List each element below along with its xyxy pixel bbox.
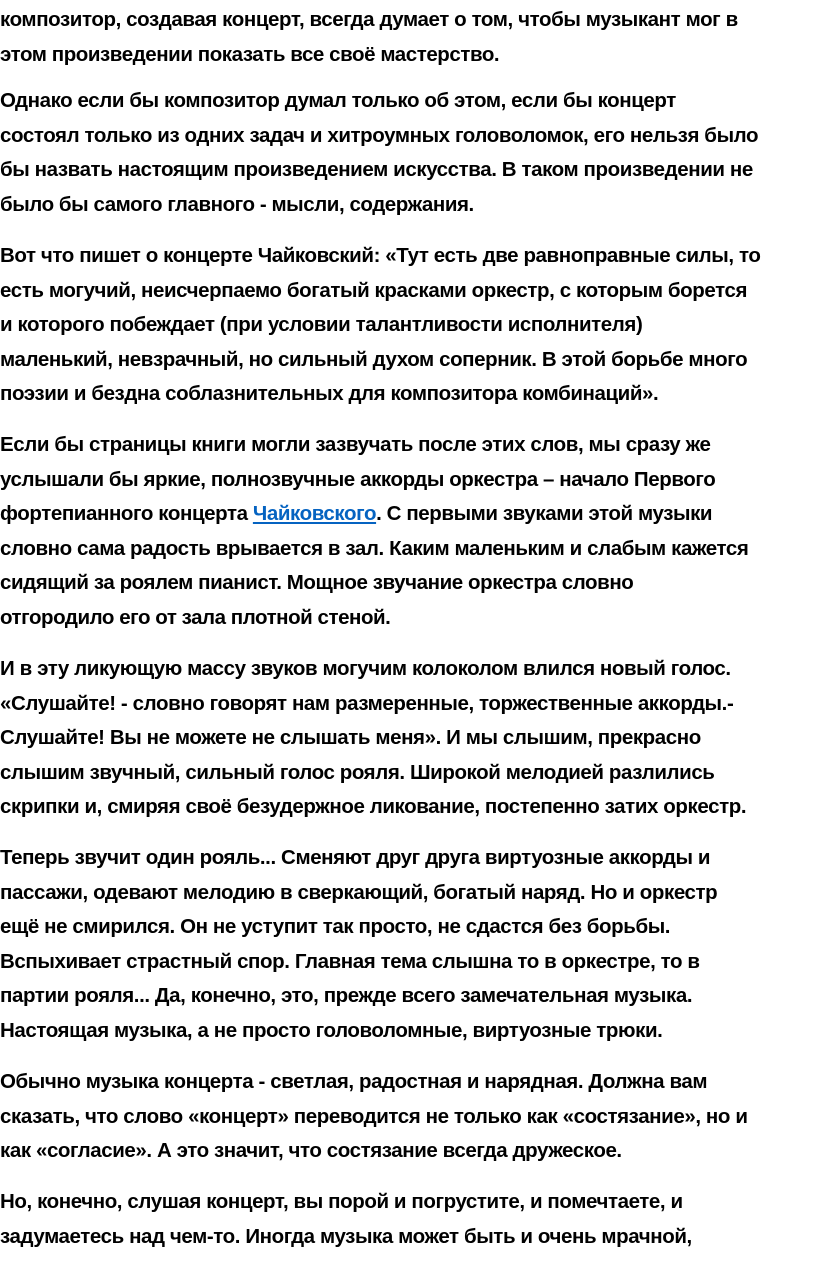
text-line: Обычно музыка концерта - светлая, радостная и нарядная. Должна вам: [0, 1070, 708, 1093]
text-line: Слушайте! Вы не можете не слышать меня». И мы слышим, прекрасно: [0, 726, 701, 750]
paragraph-2: [0, 84, 816, 222]
text-line: Но, конечно, слушая концерт, вы порой и погрустите, и помечтаете, и: [0, 1190, 683, 1213]
paragraph-5: [0, 652, 816, 825]
paragraph-1: [0, 3, 816, 72]
text-line: бы назвать настоящим произведением искусства. В таком произведении не: [0, 158, 753, 182]
text-line: сидящий за роялем пианист. Мощное звучание оркестра словно: [0, 571, 634, 595]
text-line: услышали бы яркие, полнозвучные аккорды оркестра – начало Первого: [0, 467, 716, 491]
text-line: поэзии и бездна соблазнительных для композитора комбинаций».: [0, 382, 659, 406]
paragraph-7: [0, 1065, 816, 1169]
text-line: слышим звучный, сильный голос рояля. Широкой мелодией разлились: [0, 760, 715, 784]
text-line: как «согласие». А это значит, что состязание всегда дружеское.: [0, 1139, 622, 1163]
text-line: словно сама радость врывается в зал. Каким маленьким и слабым кажется: [0, 536, 749, 560]
text-line: и которого побеждает (при условии талантливости исполнителя): [0, 313, 643, 337]
text-line: И в эту ликующую массу звуков могучим колоколом влился новый голос.: [0, 657, 731, 680]
text-line: Однако если бы композитор думал только об этом, если бы концерт: [0, 89, 676, 112]
text-segment: фортепианного концерта: [0, 502, 253, 526]
text-line: Вот что пишет о концерте Чайковский: «Тут есть две равноправные силы, то: [0, 244, 761, 267]
text-segment: . С первыми звуками этой музыки: [376, 502, 713, 526]
text-line: Теперь звучит один рояль... Сменяют друг друга виртуозные аккорды и: [0, 846, 711, 869]
paragraph-3: [0, 239, 816, 412]
text-line: «Слушайте! - словно говорят нам размеренные, торжественные аккорды.-: [0, 691, 734, 715]
text-line: скрипки и, смиряя своё безудержное ликование, постепенно затих оркестр.: [0, 795, 747, 819]
text-line: Если бы страницы книги могли зазвучать после этих слов, мы сразу же: [0, 433, 711, 456]
text-line: пассажи, одевают мелодию в сверкающий, богатый наряд. Но и оркестр: [0, 880, 718, 904]
text-line: ещё не смирился. Он не уступит так просто, не сдастся без борьбы.: [0, 915, 671, 939]
text-line: Настоящая музыка, а не просто головоломные, виртуозные трюки.: [0, 1018, 663, 1042]
text-line: партии рояля... Да, конечно, это, прежде всего замечательная музыка.: [0, 984, 693, 1008]
text-line: отгородило его от зала плотной стеной.: [0, 605, 391, 629]
text-line: есть могучий, неисчерпаемо богатый красками оркестр, с которым борется: [0, 278, 748, 302]
text-line: Вспыхивает страстный спор. Главная тема слышна то в оркестре, то в: [0, 949, 700, 973]
text-line: композитор, создавая концерт, всегда думает о том, чтобы музыкант мог в: [0, 8, 738, 31]
paragraph-6: [0, 841, 816, 1049]
text-line: сказать, что слово «концерт» переводится не только как «состязание», но и: [0, 1104, 748, 1128]
text-line: было бы самого главного - мысли, содержания.: [0, 192, 474, 216]
tchaikovsky-link[interactable]: Чайковского: [252, 502, 377, 526]
text-line: маленький, невзрачный, но сильный духом соперник. В этой борьбе много: [0, 347, 748, 371]
text-line: этом произведении показать все своё мастерство.: [0, 42, 500, 66]
paragraph-4: [0, 428, 816, 636]
text-line: состоял только из одних задач и хитроумных головоломок, его нельзя было: [0, 123, 759, 147]
text-line-with-link: [0, 497, 816, 532]
text-line: задумаетесь над чем-то. Иногда музыка может быть и очень мрачной,: [0, 1224, 692, 1248]
paragraph-8: [0, 1185, 816, 1254]
